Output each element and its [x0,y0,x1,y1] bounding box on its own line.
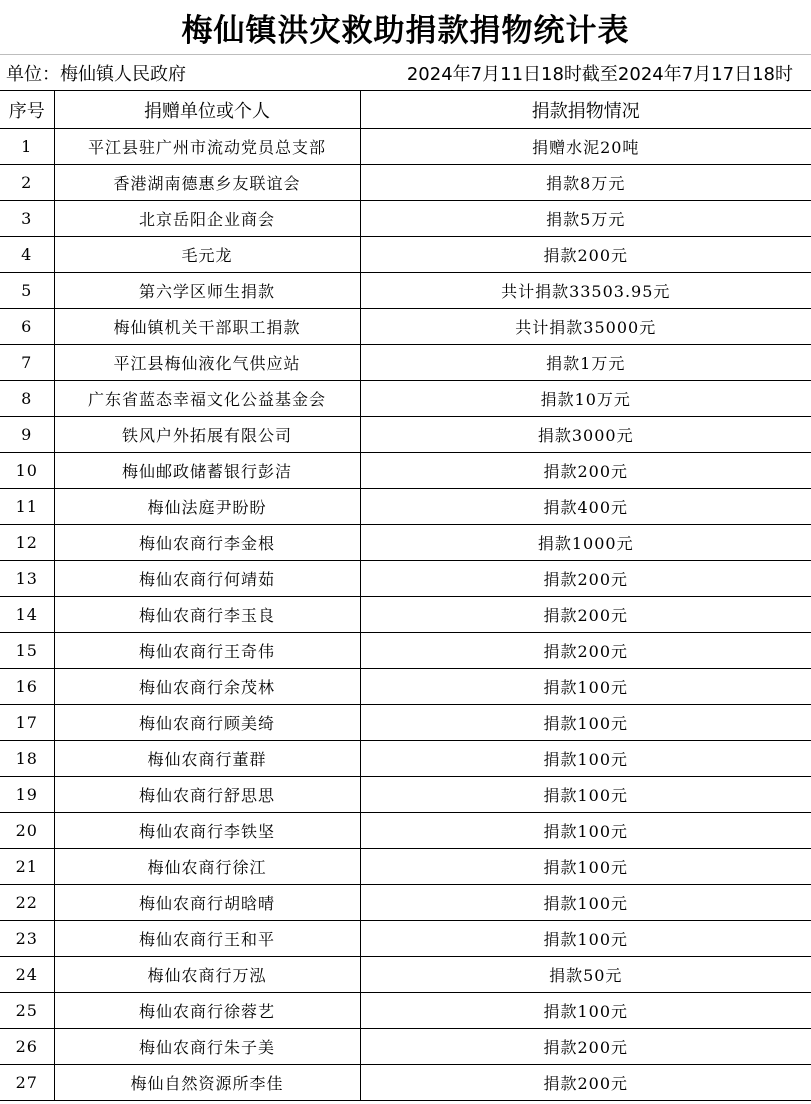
table-row [0,741,811,777]
donor-cell: 梅仙农商行何靖茹 [54,561,360,597]
table-row [0,165,811,201]
table-header-row [0,91,811,129]
donor-cell: 梅仙邮政储蓄银行彭洁 [54,453,360,489]
table-row [0,201,811,237]
donation-cell: 捐款200元 [360,453,811,489]
row-number-cell: 8 [0,381,54,417]
header-donor: 捐赠单位或个人 [54,91,360,129]
donation-cell: 捐款100元 [360,669,811,705]
row-number-cell: 7 [0,345,54,381]
donor-cell: 梅仙农商行王和平 [54,921,360,957]
row-number-cell: 17 [0,705,54,741]
info-row [0,55,811,91]
donation-cell: 捐款3000元 [360,417,811,453]
row-number-cell: 9 [0,417,54,453]
row-number-cell: 25 [0,993,54,1029]
donation-cell: 捐款100元 [360,849,811,885]
row-number-cell: 5 [0,273,54,309]
title-row [0,0,811,55]
table-row [0,345,811,381]
donor-cell: 梅仙自然资源所李佳 [54,1065,360,1101]
row-number-cell: 15 [0,633,54,669]
header-donation: 捐款捐物情况 [360,91,811,129]
table-row [0,381,811,417]
period-text: 2024年7月11日18时截至2024年7月17日18时 [406,63,793,85]
unit-label: 单位： [6,63,60,85]
donation-cell: 捐款10万元 [360,381,811,417]
table-row [0,453,811,489]
donation-cell: 捐款100元 [360,813,811,849]
table-row [0,1065,811,1101]
donation-cell: 捐款5万元 [360,201,811,237]
donation-cell: 捐款400元 [360,489,811,525]
table-row [0,885,811,921]
donor-cell: 梅仙法庭尹盼盼 [54,489,360,525]
table-row [0,489,811,525]
donor-cell: 梅仙农商行董群 [54,741,360,777]
header-number: 序号 [0,91,54,129]
donation-cell: 捐款1000元 [360,525,811,561]
table-row [0,129,811,165]
row-number-cell: 23 [0,921,54,957]
row-number-cell: 20 [0,813,54,849]
donor-cell: 梅仙农商行李铁坚 [54,813,360,849]
donation-cell: 捐款200元 [360,237,811,273]
table-row [0,525,811,561]
donor-cell: 第六学区师生捐款 [54,273,360,309]
row-number-cell: 13 [0,561,54,597]
donor-cell: 梅仙农商行徐蓉艺 [54,993,360,1029]
table-row [0,1029,811,1065]
donor-cell: 梅仙农商行李玉良 [54,597,360,633]
unit-info [6,60,186,86]
donation-cell: 捐款200元 [360,597,811,633]
table-row [0,237,811,273]
row-number-cell: 22 [0,885,54,921]
donation-cell: 捐款50元 [360,957,811,993]
table-row [0,813,811,849]
donor-cell: 梅仙农商行余茂林 [54,669,360,705]
table-row [0,705,811,741]
row-number-cell: 6 [0,309,54,345]
donation-cell: 捐款8万元 [360,165,811,201]
row-number-cell: 16 [0,669,54,705]
row-number-cell: 26 [0,1029,54,1065]
donor-cell: 梅仙农商行朱子美 [54,1029,360,1065]
donor-cell: 平江县驻广州市流动党员总支部 [54,129,360,165]
donor-cell: 广东省蓝态幸福文化公益基金会 [54,381,360,417]
donor-cell: 毛元龙 [54,237,360,273]
table-row [0,849,811,885]
donation-cell: 捐款100元 [360,777,811,813]
donation-cell: 捐款100元 [360,705,811,741]
row-number-cell: 14 [0,597,54,633]
row-number-cell: 27 [0,1065,54,1101]
donor-cell: 铁风户外拓展有限公司 [54,417,360,453]
donation-cell: 捐款200元 [360,1029,811,1065]
donation-cell: 捐款100元 [360,993,811,1029]
row-number-cell: 1 [0,129,54,165]
donor-cell: 梅仙农商行胡晗晴 [54,885,360,921]
donation-cell: 捐款200元 [360,561,811,597]
table-row [0,273,811,309]
donor-cell: 梅仙农商行王奇伟 [54,633,360,669]
donation-cell: 捐款100元 [360,741,811,777]
table-row [0,309,811,345]
table-row [0,669,811,705]
donation-cell: 捐款200元 [360,633,811,669]
table-row [0,957,811,993]
donation-cell: 共计捐款33503.95元 [360,273,811,309]
table-row [0,777,811,813]
donor-cell: 梅仙农商行万泓 [54,957,360,993]
donation-table [0,91,811,1101]
donor-cell: 平江县梅仙液化气供应站 [54,345,360,381]
donor-cell: 梅仙农商行舒思思 [54,777,360,813]
donor-cell: 梅仙镇机关干部职工捐款 [54,309,360,345]
page-title: 梅仙镇洪灾救助捐款捐物统计表 [181,12,630,49]
row-number-cell: 2 [0,165,54,201]
row-number-cell: 4 [0,237,54,273]
row-number-cell: 18 [0,741,54,777]
row-number-cell: 24 [0,957,54,993]
donation-cell: 共计捐款35000元 [360,309,811,345]
table-row [0,921,811,957]
unit-name: 梅仙镇人民政府 [60,63,186,85]
table-body [0,129,811,1101]
row-number-cell: 12 [0,525,54,561]
table-row [0,993,811,1029]
donor-cell: 梅仙农商行李金根 [54,525,360,561]
donor-cell: 梅仙农商行顾美绮 [54,705,360,741]
donation-cell: 捐款100元 [360,921,811,957]
row-number-cell: 3 [0,201,54,237]
donation-cell: 捐赠水泥20吨 [360,129,811,165]
row-number-cell: 10 [0,453,54,489]
row-number-cell: 21 [0,849,54,885]
table-row [0,417,811,453]
donation-cell: 捐款100元 [360,885,811,921]
donation-cell: 捐款200元 [360,1065,811,1101]
donor-cell: 梅仙农商行徐江 [54,849,360,885]
table-row [0,597,811,633]
row-number-cell: 11 [0,489,54,525]
donation-cell: 捐款1万元 [360,345,811,381]
donor-cell: 北京岳阳企业商会 [54,201,360,237]
row-number-cell: 19 [0,777,54,813]
table-row [0,561,811,597]
table-row [0,633,811,669]
donor-cell: 香港湖南德惠乡友联谊会 [54,165,360,201]
